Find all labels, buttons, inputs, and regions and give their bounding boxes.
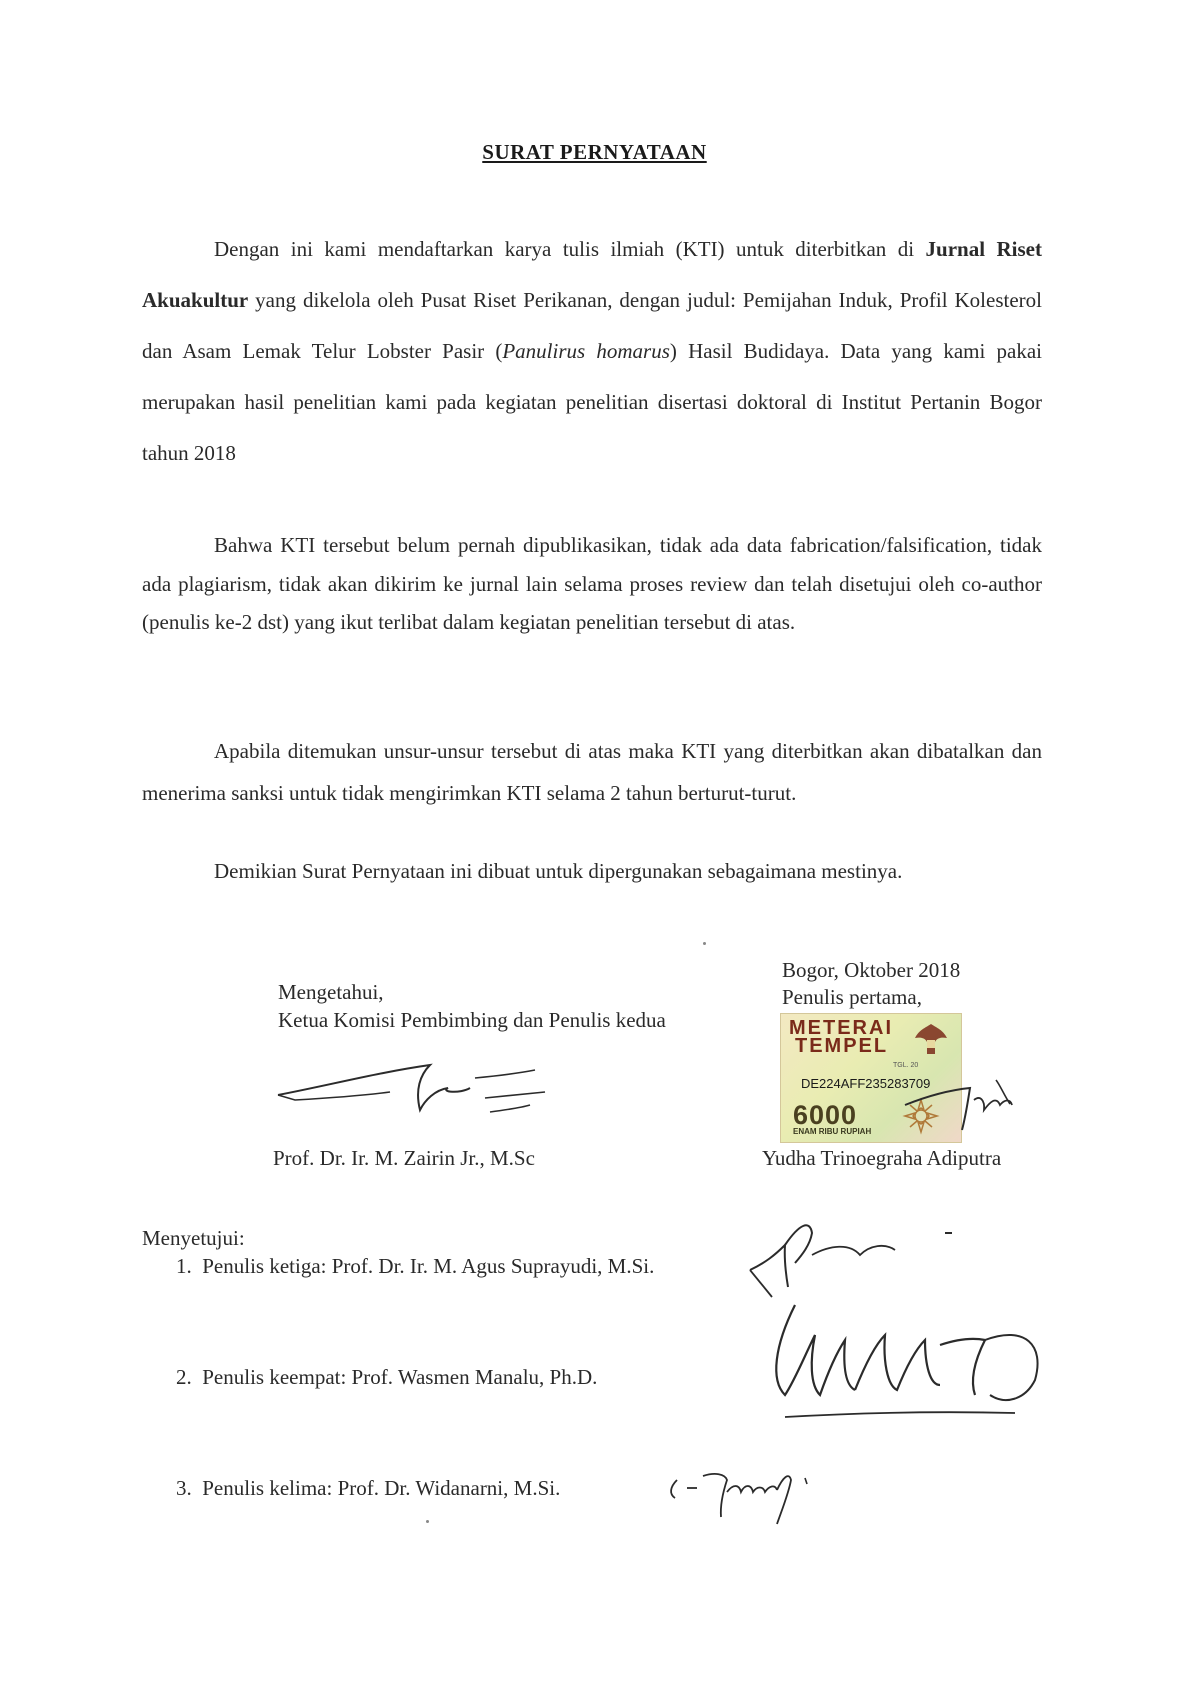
right-sign-name: Yudha Trinoegraha Adiputra — [762, 1146, 1002, 1170]
widanarni-signature — [665, 1462, 825, 1532]
paragraph1-text-a: Dengan ini kami mendaftarkan karya tulis ilmiah (KTI) untuk diterbitkan di — [214, 237, 926, 261]
approval-item-3 — [176, 1475, 560, 1502]
approval-item-number: 3. — [176, 1476, 192, 1500]
scan-speck — [426, 1520, 429, 1523]
paragraph-originality: Bahwa KTI tersebut belum pernah dipublikasikan, tidak ada data fabrication/falsification, tidak ada plagiarism, tidak akan dikirim ke jurnal lain selama proses review dan telah disetujui oleh co-author (penulis ke-2 dst) yang ikut terlibat dalam kegiatan penelitian tersebut di atas. — [142, 533, 1042, 634]
paragraph-sanction: Apabila ditemukan unsur-unsur tersebut di atas maka KTI yang diterbitkan akan dibatalkan dan menerima sanksi untuk tidak mengirimkan KTI selama 2 tahun berturut-turut. — [142, 739, 1042, 805]
paragraph-registration — [142, 224, 1042, 479]
manalu-signature — [765, 1285, 1065, 1435]
approval-heading: Menyetujui: — [142, 1226, 245, 1250]
right-sign-role: Penulis pertama, — [782, 985, 922, 1009]
left-sign-name: Prof. Dr. Ir. M. Zairin Jr., M.Sc — [273, 1146, 535, 1170]
zairin-signature — [270, 1050, 560, 1130]
species-name: Panulirus homarus — [502, 339, 670, 363]
yudha-signature — [900, 1060, 1040, 1140]
paragraph-closing: Demikian Surat Pernyataan ini dibuat untuk dipergunakan sebagaimana mestinya. — [214, 859, 903, 883]
stamp-date-label: TGL. 20 — [893, 1062, 919, 1069]
approval-item-text: Penulis ketiga: Prof. Dr. Ir. M. Agus Suprayudi, M.Si. — [202, 1254, 655, 1278]
left-sign-heading: Mengetahui, — [278, 980, 384, 1004]
approval-item-text: Penulis kelima: Prof. Dr. Widanarni, M.Si. — [202, 1476, 561, 1500]
paragraph1-text-b: yang dikelola oleh Pusat Riset Perikanan, dengan judul: Pemijahan Induk, Profil Kolesterol dan Asam Lemak Telur Lobster Pasir ( — [142, 288, 1042, 363]
journal-name: Jurnal Riset Akuakultur — [142, 237, 1042, 312]
approval-item-text: Penulis keempat: Prof. Wasmen Manalu, Ph.D. — [202, 1365, 598, 1389]
paragraph1-text-c: ) Hasil Budidaya. Data yang kami pakai merupakan hasil penelitian kami pada kegiatan penelitian disertasi doktoral di Institut Pertanin Bogor tahun 2018 — [142, 339, 1043, 465]
approval-item-1 — [176, 1253, 654, 1280]
stamp-serial: DE224AFF235283709 — [801, 1076, 931, 1091]
right-sign-place-date: Bogor, Oktober 2018 — [782, 958, 961, 982]
garuda-emblem-icon — [911, 1020, 951, 1060]
document-title: SURAT PERNYATAAN — [482, 140, 707, 164]
approval-item-number: 1. — [176, 1254, 192, 1278]
scan-speck — [703, 942, 706, 945]
stamp-line1: METERAI — [789, 1017, 893, 1039]
stamp-value-text: ENAM RIBU RUPIAH — [793, 1127, 872, 1136]
approval-item-2 — [176, 1364, 597, 1391]
stamp-line2: TEMPEL — [795, 1035, 889, 1057]
left-sign-role: Ketua Komisi Pembimbing dan Penulis kedua — [278, 1008, 666, 1032]
stamp-value: 6000 — [793, 1100, 858, 1130]
approval-item-number: 2. — [176, 1365, 192, 1389]
